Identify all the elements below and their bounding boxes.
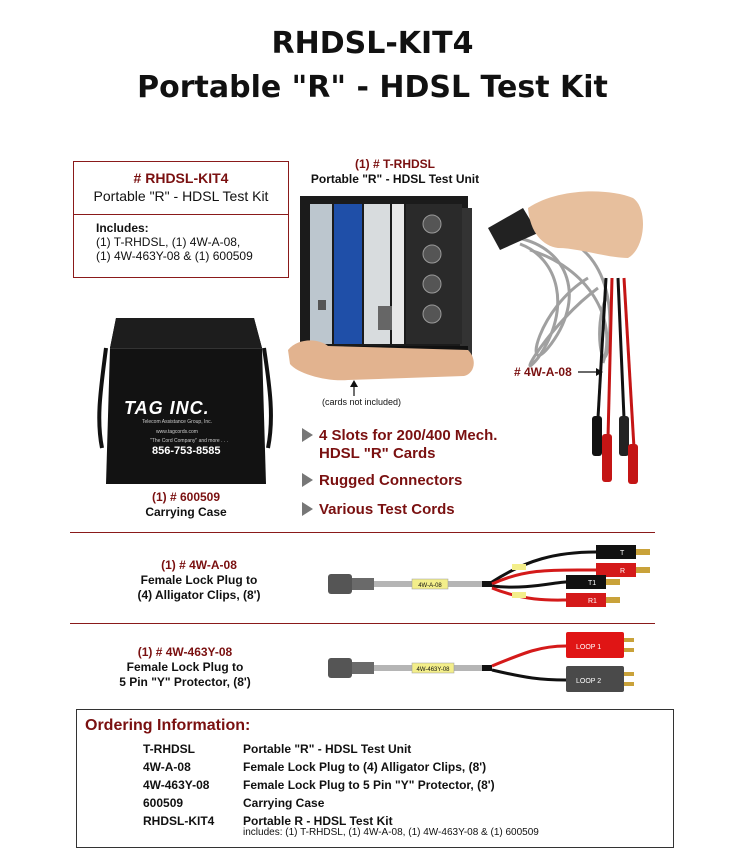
feature-text: 4 Slots for 200/400 Mech.	[319, 427, 498, 444]
clip-label: R	[620, 568, 626, 575]
triangle-bullet-icon	[302, 502, 313, 516]
feature-text: HDSL "R" Cards	[319, 445, 436, 462]
cord-y-line: Female Lock Plug to	[126, 660, 244, 674]
clip-label: R1	[588, 598, 597, 605]
divider	[70, 623, 655, 624]
lock-plug-icon	[328, 658, 352, 678]
unit-name: Portable "R" - HDSL Test Unit	[310, 172, 480, 186]
order-code: 4W-A-08	[143, 760, 191, 774]
feature-text: Rugged Connectors	[319, 472, 463, 489]
order-desc: Female Lock Plug to (4) Alligator Clips, (8')	[243, 760, 487, 774]
logo-text: TAG INC.	[124, 398, 210, 418]
cord-a-code: (1) # 4W-A-08	[161, 558, 237, 572]
logo-url: www.tagcords.com	[156, 429, 198, 435]
includes-line: (1) T-RHDSL, (1) 4W-A-08,	[96, 235, 241, 249]
kit-name: Portable "R" - HDSL Test Kit	[93, 188, 269, 204]
triangle-bullet-icon	[302, 473, 313, 487]
alligator-clip-icon	[596, 545, 636, 559]
order-desc: Carrying Case	[243, 796, 325, 810]
order-desc: Portable R - HDSL Test Kit	[243, 814, 393, 828]
kit-info-box	[73, 161, 289, 278]
cord-y-illustration	[326, 630, 646, 694]
case-logo	[124, 398, 264, 457]
cord-a-line: Female Lock Plug to	[140, 573, 258, 587]
cable-tag: 4W-463Y-08	[416, 667, 450, 673]
alligator-clip-icon	[566, 593, 606, 607]
cord-a-line: (4) Alligator Clips, (8')	[137, 588, 261, 602]
cord-y-caption	[90, 645, 280, 690]
clip-label: T	[620, 550, 625, 557]
includes-line: (1) 4W-463Y-08 & (1) 600509	[96, 249, 253, 263]
kit-code: # RHDSL-KIT4	[133, 170, 229, 186]
feature-item	[302, 427, 522, 463]
ordering-info-box	[76, 709, 674, 848]
feature-item	[302, 472, 522, 489]
order-code: T-RHDSL	[143, 742, 195, 756]
kit-includes-note: includes: (1) T-RHDSL, (1) 4W-A-08, (1) 4W-463Y-08 & (1) 600509	[243, 827, 539, 838]
order-code: 600509	[143, 796, 184, 810]
cards-note: (cards not included)	[322, 397, 402, 407]
ordering-title: Ordering Information:	[85, 717, 251, 734]
alligator-clip-icon	[596, 563, 636, 577]
order-desc: Female Lock Plug to 5 Pin "Y" Protector, (8')	[243, 778, 495, 792]
order-desc: Portable "R" - HDSL Test Unit	[243, 742, 412, 756]
kit-box-body	[74, 215, 288, 263]
feature-text: Various Test Cords	[319, 501, 455, 518]
page-title: RHDSL-KIT4	[271, 26, 474, 61]
loop-label: LOOP 2	[576, 678, 602, 685]
feature-list	[302, 427, 522, 518]
alligator-clip-icon	[566, 575, 606, 589]
cable-tag: 4W-A-08	[418, 583, 442, 589]
unit-caption	[290, 157, 500, 187]
cord-y-code: (1) # 4W-463Y-08	[137, 645, 233, 659]
order-code: RHDSL-KIT4	[143, 814, 215, 828]
page-subtitle: Portable "R" - HDSL Test Kit	[137, 70, 608, 105]
cord-y-line: 5 Pin "Y" Protector, (8')	[119, 675, 251, 689]
logo-tagline: "The Cord Company" and more . . .	[150, 438, 229, 444]
cord-a-caption	[104, 558, 294, 603]
logo-phone: 856-753-8585	[152, 445, 221, 457]
case-name: Carrying Case	[145, 505, 227, 519]
order-code: 4W-463Y-08	[143, 778, 210, 792]
kit-box-header	[74, 162, 288, 215]
clip-label: T1	[588, 580, 597, 587]
loop-label: LOOP 1	[576, 644, 602, 651]
case-code: (1) # 600509	[151, 490, 221, 504]
lock-plug-icon	[328, 574, 352, 594]
unit-code: (1) # T-RHDSL	[354, 157, 435, 171]
divider	[70, 532, 655, 533]
case-caption	[96, 490, 276, 520]
includes-label: Includes:	[96, 221, 149, 235]
cord-callout: # 4W-A-08	[514, 365, 572, 379]
logo-sub: Telecom Assistance Group, Inc.	[142, 419, 213, 425]
cord-a-illustration	[326, 540, 656, 612]
callout-arrow-icon	[578, 366, 604, 378]
triangle-bullet-icon	[302, 428, 313, 442]
feature-item	[302, 501, 522, 518]
